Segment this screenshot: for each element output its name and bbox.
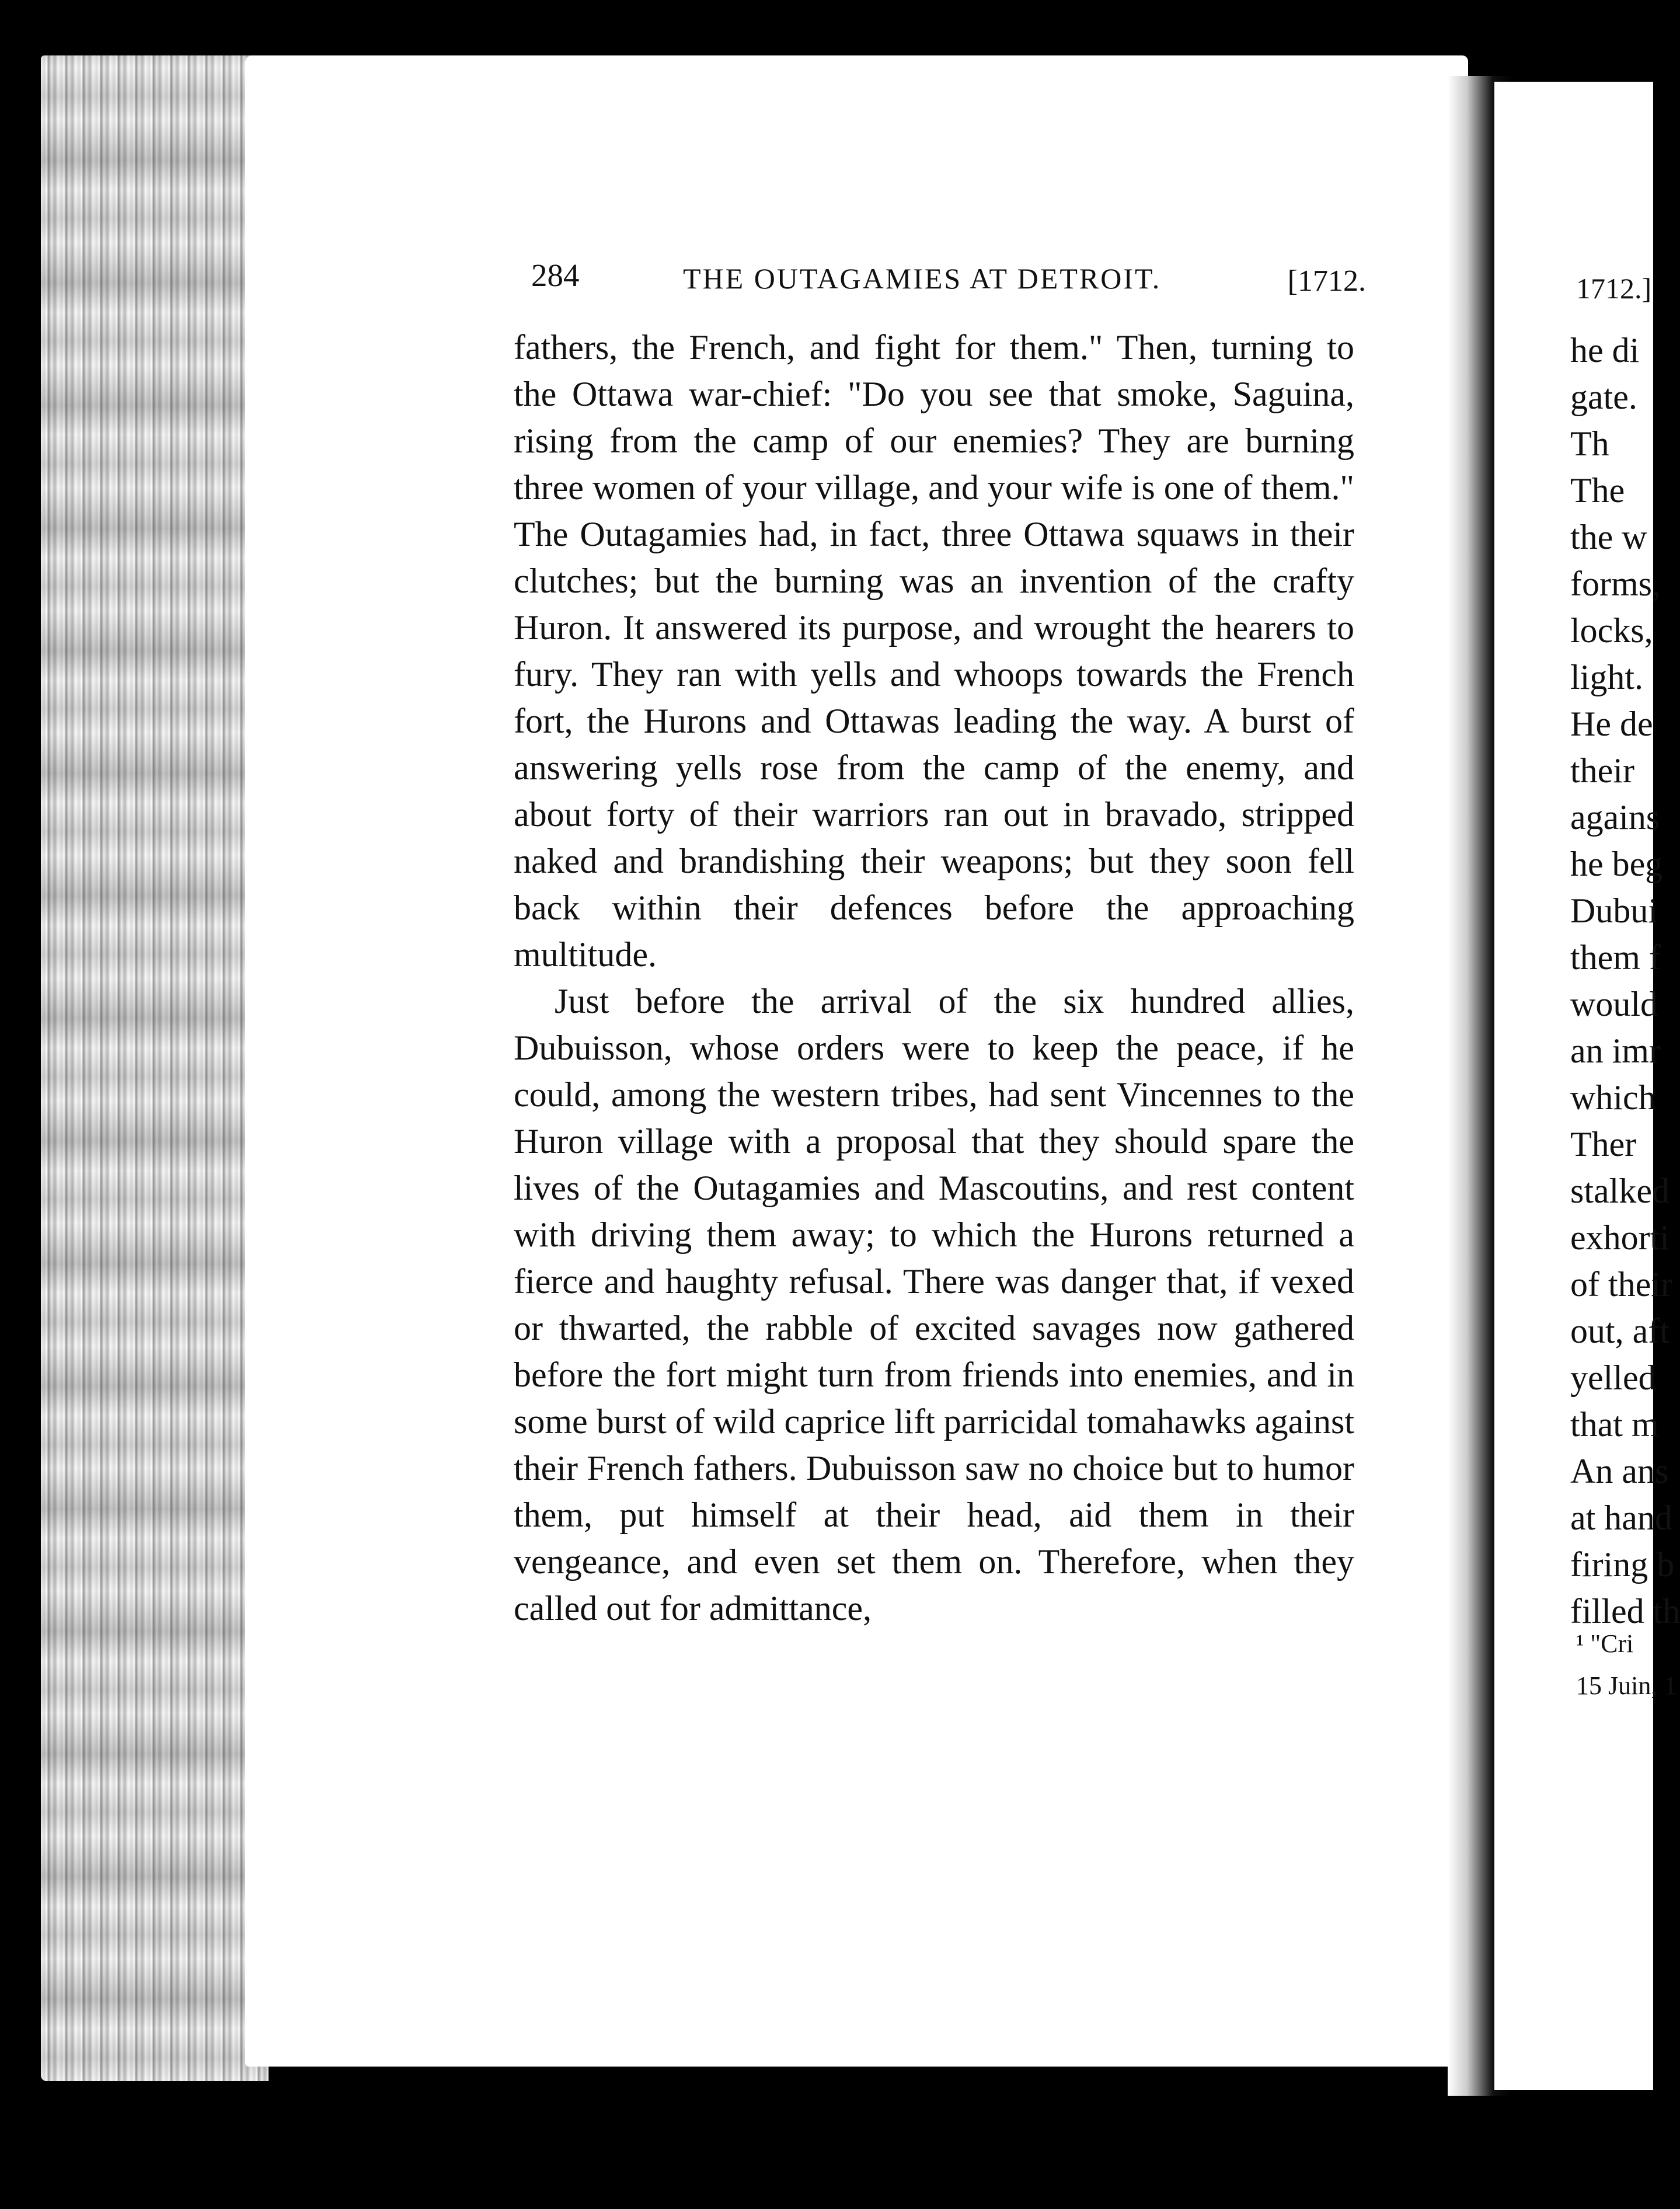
next-page-footnote (1576, 1623, 1677, 1707)
paragraph-2: Just before the arrival of the six hundred allies, Dubuisson, whose orders were to keep the peace, if he could, among the western tribes, had sent Vincennes to the Huron village with a proposal that they should spare the lives of the Outagamies and Mascoutins, and rest content with driving them away; to which the Hurons returned a fierce and haughty refusal. There was danger that, if vexed or thwarted, the rabble of excited savages now gathered before the fort might turn from friends into enemies, and in some burst of wild caprice lift parricidal tomahawks against their French fathers. Dubuisson saw no choice but to humor them, put himself at their head, aid them in their vengeance, and even set them on. Therefore, when they called out for admittance, (514, 982, 1354, 1628)
next-page-line: gate. (1570, 378, 1637, 416)
next-page-line: filled th (1570, 1592, 1680, 1630)
next-page-footnote-line: ¹ "Cri (1576, 1629, 1634, 1658)
page-number: 284 (531, 257, 580, 293)
next-page-line: of their (1570, 1265, 1672, 1304)
next-page-line: them f (1570, 938, 1661, 977)
next-page-line: An ans (1570, 1452, 1669, 1490)
next-page-line: he di (1570, 331, 1640, 370)
next-page-line: yelled (1570, 1358, 1656, 1397)
next-page-line: firing b (1570, 1545, 1675, 1584)
next-page-line: the w (1570, 518, 1647, 556)
next-page-line: The (1570, 471, 1625, 510)
next-page-line: exhorti (1570, 1218, 1669, 1257)
next-page-line: at hand (1570, 1499, 1672, 1537)
running-header (531, 257, 1366, 304)
next-page-line: that m (1570, 1405, 1659, 1444)
book-fore-edge (41, 55, 269, 2081)
next-page-footnote-line: 15 Juin, 1 (1576, 1671, 1677, 1700)
next-page-line: forms, (1570, 565, 1661, 603)
next-page-line: which (1570, 1078, 1656, 1117)
next-page-line: their (1570, 751, 1634, 790)
paragraph-1: fathers, the French, and fight for them." Then, turning to the Ottawa war-chief: "Do you see that smoke, Saguina, rising from the camp of our enemies? They are burning three women of your village, and your wife is one of them." The Outagamies had, in fact, three Ottawa squaws in their clutches; but the burning was an invention of the crafty Huron. It answered its purpose, and wrought the hearers to fury. They ran with yells and whoops towards the French fort, the Hurons and Ottawas leading the way. A burst of answering yells rose from the camp of the enemy, and about forty of their warriors ran out in bravado, stripped naked and brandishing their weapons; but they soon fell back within their defences before the approaching multitude. (514, 328, 1354, 974)
next-page-line: Th (1570, 424, 1609, 463)
running-title: THE OUTAGAMIES AT DETROIT. (683, 262, 1162, 295)
next-page-text (1570, 327, 1680, 1635)
next-page-line: he beg (1570, 845, 1663, 883)
next-page-line: would (1570, 985, 1658, 1023)
next-page-line: stalked (1570, 1172, 1669, 1210)
next-page-line: He de (1570, 705, 1653, 743)
next-page-line: out, aft (1570, 1312, 1669, 1350)
header-year: [1712. (1287, 264, 1366, 298)
next-page-line: agains (1570, 798, 1660, 837)
next-page-line: Dubui (1570, 891, 1658, 930)
next-page-header: 1712.] (1576, 272, 1652, 305)
next-page-line: light. (1570, 658, 1644, 696)
next-page-line: Ther (1570, 1125, 1637, 1163)
page-body (514, 324, 1354, 1632)
next-page-line: an imr (1570, 1032, 1661, 1070)
next-page-line: locks, (1570, 611, 1653, 650)
